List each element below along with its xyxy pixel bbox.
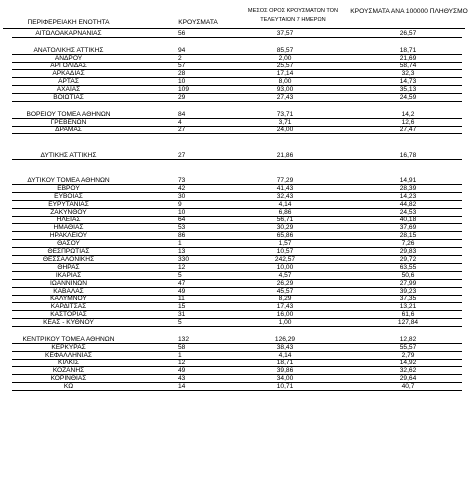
avg-cell: 37,57 (276, 30, 294, 37)
header-7day-average: ΜΕΣΟΣ ΟΡΟΣ ΚΡΟΥΣΜΑΤΩΝ ΤΟΝ ΤΕΛΕΥΤΑΙΩΝ 7 ΗΜΕΡΩΝ (247, 8, 339, 23)
cases-cell: 84 (178, 110, 186, 118)
region-name-cell: ΘΗΡΑΣ (57, 263, 80, 271)
row-divider (12, 390, 462, 391)
cases-cell: 29 (178, 94, 186, 101)
avg-cell: 34,00 (276, 375, 294, 383)
per100k-cell: 21,69 (399, 54, 417, 62)
region-name-cell: ΚΑΡΔΙΤΣΑΣ (50, 303, 87, 311)
avg-cell: 17,14 (276, 70, 294, 78)
region-name-cell: ΖΑΚΥΝΘΟΥ (50, 208, 87, 216)
region-name-cell: ΔΡΑΜΑΣ (55, 126, 82, 134)
cases-cell: 49 (178, 367, 186, 375)
region-name-cell: ΚΕΡΚΥΡΑΣ (51, 343, 86, 351)
per100k-cell: 18,71 (399, 46, 417, 54)
avg-cell: 93,00 (276, 86, 294, 94)
region-name-cell: ΔΥΤΙΚΗΣ ΑΤΤΙΚΗΣ (40, 151, 97, 159)
region-name-cell: ΚΟΖΑΝΗΣ (52, 367, 85, 375)
avg-cell: 4,57 (278, 271, 292, 279)
region-name-cell: ΒΟΡΕΙΟΥ ΤΟΜΕΑ ΑΘΗΝΩΝ (26, 110, 111, 118)
per100k-cell: 14,92 (399, 359, 417, 367)
region-name-cell: ΑΝΔΡΟΥ (54, 54, 83, 62)
per100k-cell: 13,21 (399, 303, 417, 311)
avg-cell: 25,57 (276, 62, 294, 70)
per100k-cell: 39,23 (399, 287, 417, 295)
region-name-cell: ΒΟΙΩΤΙΑΣ (53, 94, 84, 101)
region-name-cell: ΓΡΕΒΕΝΩΝ (50, 118, 87, 126)
avg-cell: 18,71 (276, 359, 294, 367)
per100k-cell: 37,35 (399, 295, 417, 303)
cases-cell: 330 (178, 255, 190, 263)
per100k-cell: 55,57 (399, 343, 417, 351)
cases-cell: 13 (178, 248, 186, 255)
region-name-cell: ΑΡΤΑΣ (58, 78, 79, 86)
region-name-cell: ΗΛΕΙΑΣ (56, 216, 81, 224)
region-name-cell: ΚΕΝΤΡΙΚΟΥ ΤΟΜΕΑ ΑΘΗΝΩΝ (22, 335, 115, 343)
avg-cell: 77,29 (276, 176, 294, 184)
cases-cell: 86 (178, 232, 186, 240)
table-row (0, 125, 469, 134)
row-divider (12, 159, 462, 160)
avg-cell: 1,00 (278, 319, 292, 327)
avg-cell: 32,43 (276, 192, 294, 200)
avg-cell: 2,00 (278, 54, 292, 62)
cases-cell: 1 (178, 351, 182, 359)
cases-cell: 27 (178, 151, 186, 159)
region-name-cell: ΚΟΡΙΝΘΙΑΣ (50, 375, 87, 383)
avg-cell: 56,71 (276, 216, 294, 224)
region-name-cell: ΚΕΑΣ - ΚΥΘΝΟΥ (43, 319, 94, 327)
avg-cell: 85,57 (276, 46, 294, 54)
per100k-cell: 44,82 (399, 200, 417, 208)
region-name-cell: ΕΥΒΟΙΑΣ (54, 192, 83, 200)
cases-cell: 109 (178, 86, 190, 94)
avg-cell: 24,00 (276, 126, 294, 134)
cases-cell: 10 (178, 78, 186, 86)
per100k-cell: 24,53 (399, 208, 417, 216)
avg-cell: 3,71 (278, 118, 292, 126)
region-name-cell: ΘΑΣΟΥ (57, 240, 80, 248)
cases-cell: 56 (178, 30, 186, 37)
cases-cell: 1 (178, 240, 182, 248)
region-name-cell: ΘΕΣΠΡΩΤΙΑΣ (47, 248, 90, 255)
avg-cell: 126,29 (274, 335, 296, 343)
avg-cell: 1,57 (278, 240, 292, 248)
table-row (0, 318, 469, 327)
header-cases: ΚΡΟΥΣΜΑΤΑ (178, 19, 218, 26)
cases-cell: 49 (178, 287, 186, 295)
per100k-cell: 7,26 (401, 240, 415, 248)
per100k-cell: 29,83 (399, 248, 417, 255)
cases-cell: 47 (178, 279, 186, 287)
per100k-cell: 27,47 (399, 126, 417, 134)
region-name-cell: ΚΑΣΤΟΡΙΑΣ (50, 311, 87, 319)
avg-cell: 73,71 (276, 110, 294, 118)
table-row (0, 382, 469, 391)
cases-cell: 12 (178, 359, 186, 367)
per100k-cell: 127,84 (397, 319, 419, 327)
per100k-cell: 26,57 (399, 30, 417, 37)
avg-cell: 17,43 (276, 303, 294, 311)
per100k-cell: 14,2 (401, 110, 415, 118)
per100k-cell: 14,73 (399, 78, 417, 86)
cases-cell: 14 (178, 383, 186, 391)
avg-cell: 30,29 (276, 224, 294, 232)
per100k-cell: 27,99 (399, 279, 417, 287)
header-region-unit: ΠΕΡΙΦΕΡΕΙΑΚΗ ΕΝΟΤΗΤΑ (27, 19, 110, 26)
cases-cell: 53 (178, 224, 186, 232)
avg-cell: 4,14 (278, 351, 292, 359)
cases-cell: 10 (178, 208, 186, 216)
cases-cell: 12 (178, 263, 186, 271)
region-name-cell: ΔΥΤΙΚΟΥ ΤΟΜΕΑ ΑΘΗΝΩΝ (27, 176, 110, 184)
cases-cell: 15 (178, 303, 186, 311)
region-name-cell: ΕΒΡΟΥ (57, 184, 80, 192)
region-name-cell: ΑΧΑΪΑΣ (56, 86, 81, 94)
per100k-cell: 12,6 (401, 118, 415, 126)
avg-cell: 38,43 (276, 343, 294, 351)
per100k-cell: 32,62 (399, 367, 417, 375)
cases-cell: 94 (178, 46, 186, 54)
per100k-cell: 24,59 (399, 94, 417, 101)
cases-cell: 27 (178, 126, 186, 134)
avg-cell: 8,29 (278, 295, 292, 303)
avg-cell: 16,00 (276, 311, 294, 319)
avg-cell: 26,29 (276, 279, 294, 287)
row-divider (12, 133, 462, 134)
per100k-cell: 12,82 (399, 335, 417, 343)
cases-cell: 30 (178, 192, 186, 200)
per100k-cell: 40,18 (399, 216, 417, 224)
avg-cell: 41,43 (276, 184, 294, 192)
region-name-cell: ΚΑΒΑΛΑΣ (53, 287, 84, 295)
row-divider (12, 326, 462, 327)
cases-cell: 64 (178, 216, 186, 224)
cases-cell: 11 (178, 295, 185, 303)
header-cases-per-100k: ΚΡΟΥΣΜΑΤΑ ΑΝΑ 100000 ΠΛΗΘΥΣΜΟ (350, 8, 468, 15)
cases-cell: 4 (178, 118, 182, 126)
per100k-cell: 29,64 (399, 375, 417, 383)
cases-cell: 5 (178, 271, 182, 279)
region-name-cell: ΙΚΑΡΙΑΣ (55, 271, 82, 279)
region-name-cell: ΙΩΑΝΝΙΝΩΝ (50, 279, 87, 287)
avg-cell: 65,86 (276, 232, 294, 240)
cases-cell: 132 (178, 335, 190, 343)
per100k-cell: 50,6 (401, 271, 415, 279)
per100k-cell: 14,91 (399, 176, 417, 184)
region-name-cell: ΚΩ (63, 383, 74, 391)
per100k-cell: 14,23 (399, 192, 417, 200)
per100k-cell: 63,55 (399, 263, 417, 271)
cases-cell: 2 (178, 54, 182, 62)
row-divider (12, 37, 462, 38)
per100k-cell: 40,7 (401, 383, 415, 391)
per100k-cell: 37,69 (399, 224, 417, 232)
cases-cell: 57 (178, 62, 186, 70)
table-row (0, 151, 469, 160)
cases-cell: 28 (178, 70, 186, 78)
avg-cell: 45,57 (276, 287, 294, 295)
region-name-cell: ΚΑΛΥΜΝΟΥ (50, 295, 87, 303)
per100k-cell: 35,13 (399, 86, 417, 94)
region-name-cell: ΚΙΛΚΙΣ (58, 359, 79, 367)
region-name-cell: ΑΡΚΑΔΙΑΣ (52, 70, 85, 78)
region-name-cell: ΑΡΓΟΛΙΔΑΣ (50, 62, 87, 70)
cases-cell: 58 (178, 343, 186, 351)
table-row (0, 29, 469, 38)
cases-cell: 5 (178, 319, 182, 327)
avg-cell: 4,14 (278, 200, 292, 208)
region-name-cell: ΗΜΑΘΙΑΣ (53, 224, 84, 232)
per100k-cell: 28,15 (399, 232, 417, 240)
table-row (0, 93, 469, 102)
avg-cell: 27,43 (276, 94, 294, 101)
region-name-cell: ΘΕΣΣΑΛΟΝΙΚΗΣ (42, 255, 95, 263)
cases-cell: 43 (178, 375, 186, 383)
region-name-cell: ΑΝΑΤΟΛΙΚΗΣ ΑΤΤΙΚΗΣ (33, 46, 104, 54)
per100k-cell: 28,39 (399, 184, 417, 192)
avg-cell: 21,86 (276, 151, 294, 159)
per100k-cell: 32,3 (401, 70, 415, 78)
avg-cell: 10,00 (276, 263, 294, 271)
per100k-cell: 58,74 (399, 62, 417, 70)
cases-cell: 73 (178, 176, 186, 184)
avg-cell: 6,86 (278, 208, 292, 216)
per100k-cell: 16,78 (399, 151, 417, 159)
cases-cell: 42 (178, 184, 186, 192)
avg-cell: 39,86 (276, 367, 294, 375)
per100k-cell: 2,79 (401, 351, 415, 359)
per100k-cell: 61,6 (401, 311, 415, 319)
avg-cell: 10,57 (276, 248, 294, 255)
region-name-cell: ΕΥΡΥΤΑΝΙΑΣ (48, 200, 89, 208)
region-name-cell: ΚΕΦΑΛΛΗΝΙΑΣ (45, 351, 92, 359)
row-divider (12, 101, 462, 102)
region-name-cell: ΗΡΑΚΛΕΙΟΥ (49, 232, 88, 240)
cases-cell: 9 (178, 200, 182, 208)
avg-cell: 8,00 (278, 78, 292, 86)
region-name-cell: ΑΙΤΩΛΟΑΚΑΡΝΑΝΙΑΣ (35, 30, 102, 37)
per100k-cell: 29,72 (399, 255, 417, 263)
cases-cell: 31 (178, 311, 186, 319)
avg-cell: 10,71 (276, 383, 294, 391)
avg-cell: 242,57 (274, 255, 296, 263)
